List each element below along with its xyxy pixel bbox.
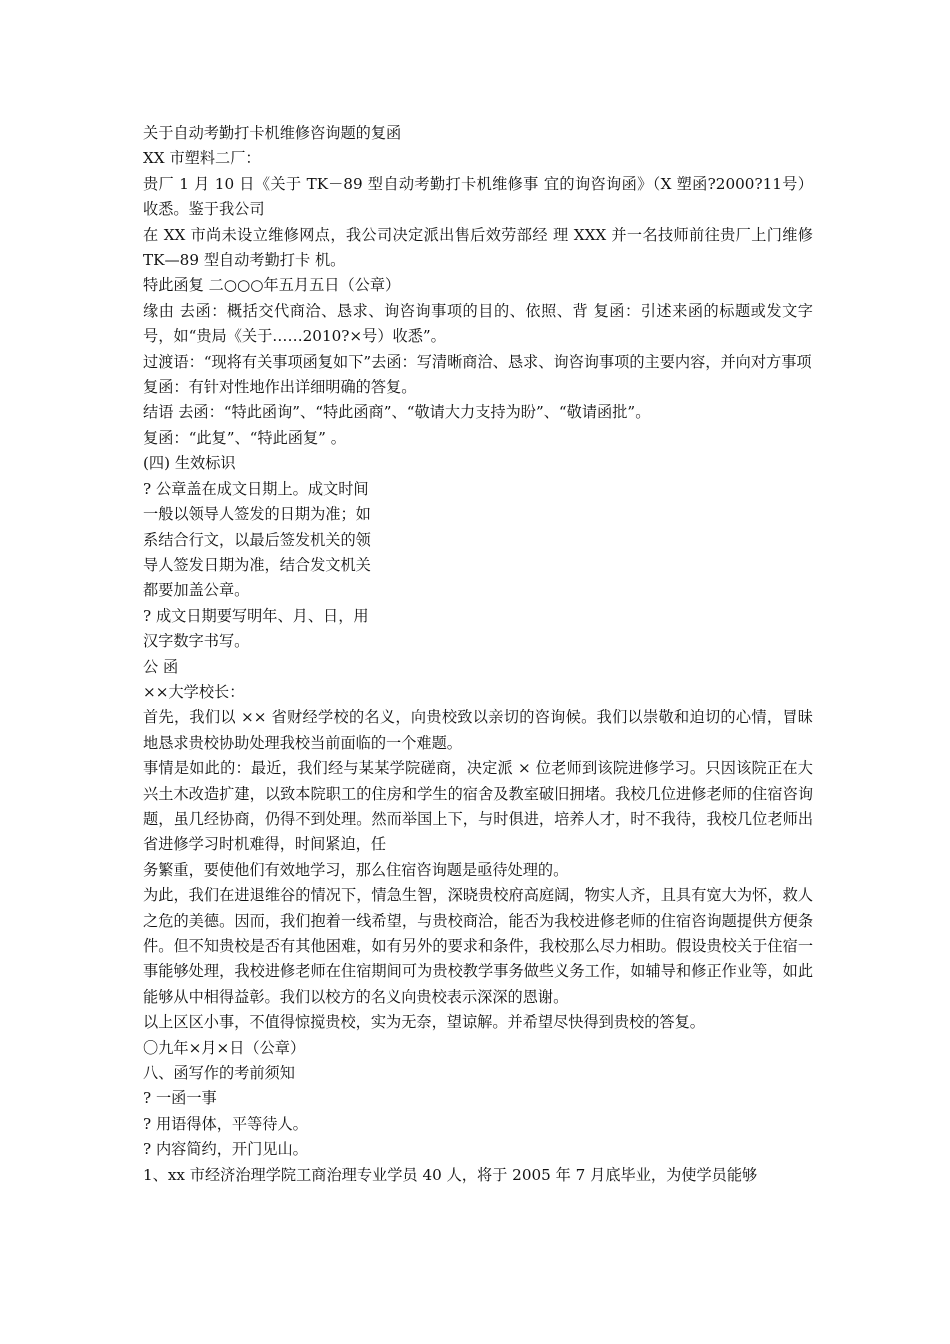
letter-heading: 公 函 [143,657,179,676]
note-line: 系结合行文，以最后签发机关的领 [143,530,371,549]
guideline-line: 结语 去函：“特此函询”、“特此函商”、“敬请大力支持为盼”、“敬请函批”。 [143,403,651,422]
letter-paragraph-tail: 务繁重，要使他们有效地学习，那么住宿咨询题是亟待处理的。 [143,860,569,879]
document-body [143,121,813,1188]
closing-line: 特此函复 二○○○年五月五日（公章） [143,276,401,295]
letter-paragraph: 为此，我们在进退维谷的情况下，情急生智，深晓贵校府高庭阔，物实人齐，且具有宽大为怀，救人之危的美德。因而，我们抱着一线希望，与贵校商洽，能否为我校进修老师的住宿咨询题提供方便条件。但不知贵校是否有其他困难，如有另外的要求和条件，我校那么尽力相助。假设贵校关于住宿一事能够处理，我校进修老师在住宿期间可为贵校教学事务做些义务工作，如辅导和修正作业等，如此能够从中相得益彰。我们以校方的名义向贵校表示深深的恩谢。 [143,886,813,1006]
note-line: 导人签发日期为准，结合发文机关 [143,555,371,574]
tip-line: ? 用语得体，平等待人。 [143,1114,308,1133]
note-line: 一般以领导人签发的日期为准；如 [143,505,371,524]
letter-salutation: ××大学校长： [143,682,245,701]
letter-paragraph: 事情是如此的：最近，我们经与某某学院磋商，决定派 × 位老师到该院进修学习。只因该院正在大兴土木改造扩建，以致本院职工的住房和学生的宿舍及教室破旧拥堵。我校几位进修老师的住宿咨询题，虽几经协商，仍得不到处理。然而举国上下，与时俱进，培养人才，时不我待，我校几位老师出省进修学习时机难得，时间紧迫，任 [143,759,813,854]
tip-line: ? 内容简约，开门见山。 [143,1140,308,1159]
note-line: ? 成文日期要写明年、月、日，用 [143,606,369,625]
tip-line: ? 一函一事 [143,1089,217,1108]
section-heading: 八、函写作的考前须知 [143,1064,295,1083]
section-heading: (四) 生效标识 [143,454,236,473]
note-line: 汉字数字书写。 [143,632,250,651]
reply-paragraph: 在 XX 市尚未设立维修网点，我公司决定派出售后效劳部经 理 XXX 并一名技师前往贵厂上门维修 TK—89 型自动考勤打卡 机。 [143,225,813,270]
guideline-line: 复函：“此复”、“特此函复” 。 [143,428,346,447]
guideline-paragraph: 缘由 去函：概括交代商洽、恳求、询咨询事项的目的、依照、背 复函：引述来函的标题或发文字号，如“贵局《关于……2010?×号）收悉”。 [143,301,813,346]
note-line: 都要加盖公章。 [143,581,250,600]
recipient-line: XX 市塑料二厂： [143,149,261,168]
guideline-line: 复函：有针对性地作出详细明确的答复。 [143,378,417,397]
reply-paragraph: 贵厂 1 月 10 日《关于 TK－89 型自动考勤打卡机维修事 宜的询咨询函》（X 塑函?2000?11号）收悉。鉴于我公司 [143,174,813,219]
document-title: 关于自动考勤打卡机维修咨询题的复函 [143,124,402,142]
guideline-paragraph: 过渡语：“现将有关事项函复如下”去函：写清晰商洽、恳求、询咨询事项的主要内容，并向对方事项 [143,352,812,371]
letter-paragraph: 首先，我们以 ×× 省财经学校的名义，向贵校致以亲切的咨询候。我们以崇敬和迫切的心情，冒昧地恳求贵校协助处理我校当前面临的一个难题。 [143,708,813,752]
letter-date: 〇九年×月×日（公章） [143,1038,306,1057]
letter-closing: 以上区区小事，不值得惊搅贵校，实为无奈，望谅解。并希望尽快得到贵校的答复。 [143,1013,705,1032]
exercise-line: 1、xx 市经济治理学院工商治理专业学员 40 人，将于 2005 年 7 月底毕业，为使学员能够 [143,1165,758,1184]
note-line: ? 公章盖在成文日期上。成文时间 [143,479,369,498]
